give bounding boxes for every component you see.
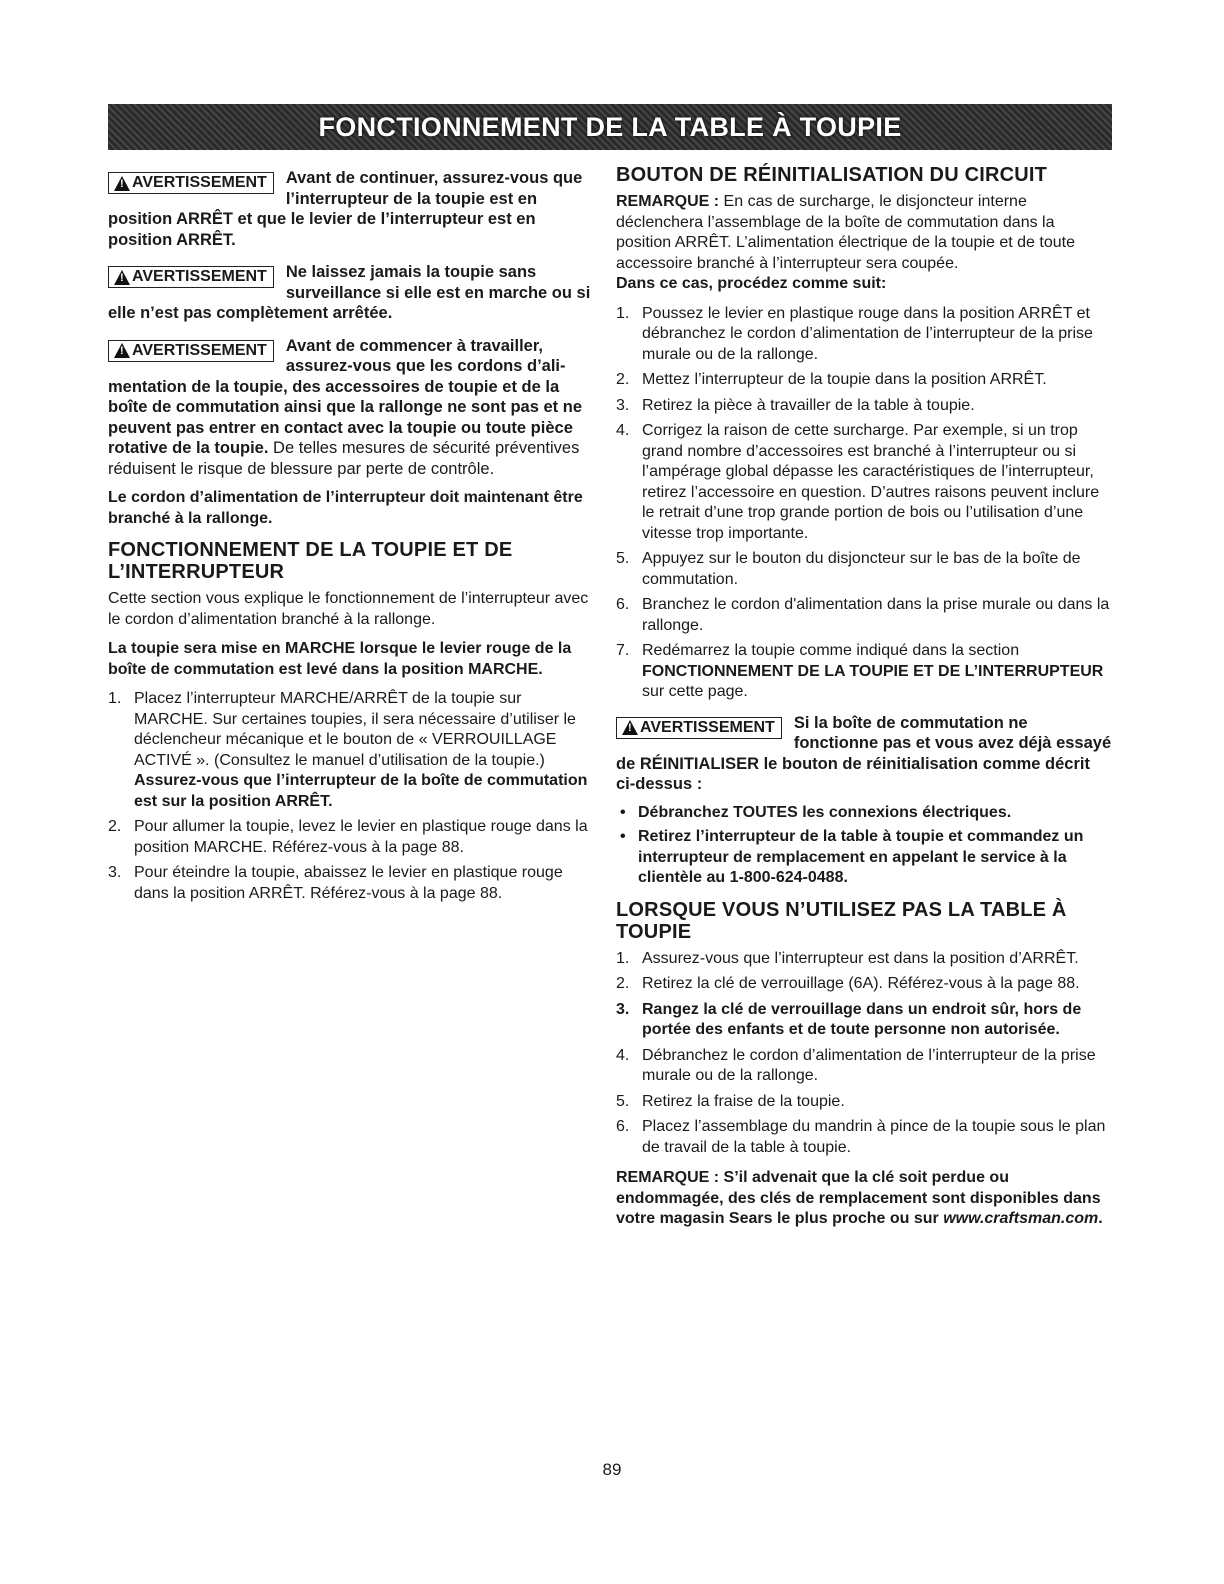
right-column — [616, 164, 1112, 1239]
warning-badge: ! AVERTISSEMENT — [616, 717, 782, 739]
list-item: 5. Retirez la fraise de la toupie. — [616, 1092, 845, 1110]
list-item: 2. Retirez la clé de verrouillage (6A). Référez-vous à la page 88. — [616, 975, 1080, 992]
warning-text: Si la boîte de commutation ne fonctionne pas et vous avez déjà essayé de RÉINITIALISER le bouton de réinitialisation comme décrit ci-dessus : — [616, 713, 1112, 793]
warning-block-2 — [108, 262, 594, 324]
list-item: 4. Corrigez la raison de cette surcharge. Par exemple, si un trop grand nombre d’accessoires est branché à l’interrupteur ou si l’ampérage global dépasse les caractéristiques de l’interrupteur, retirez l’accessoire en question. D’autres raisons peuvent inclure le retrait d’une trop grande portion de bois ou l’utilisation d’une vitesse trop importante. — [616, 422, 1100, 542]
remark: REMARQUE : En cas de surcharge, le disjoncteur interne déclenchera l’assemblage de la boîte de commutation dans la position ARRÊT. L’alimentation électrique de la toupie et de toute accessoire branché à l’interrupteur sera coupée. — [616, 193, 1075, 272]
banner-title: FONCTIONNEMENT DE LA TABLE À TOUPIE — [318, 111, 902, 142]
list-item: 2. Pour allumer la toupie, levez le levier en plastique rouge dans la position MARCHE. Référez-vous à la page 88. — [108, 818, 588, 856]
section-banner — [108, 104, 1112, 150]
list-item: 1. Placez l’interrupteur MARCHE/ARRÊT de la toupie sur MARCHE. Sur certaines toupies, il sera nécessaire d’utiliser le déclencheur mécanique et le bouton de « VERROUILLAGE ACTIVÉ ». (Consultez le manuel d’utilisation de la toupie.) Assurez-vous que l’interrupteur de la boîte de commutation est sur la position ARRÊT. — [108, 690, 588, 810]
list-item: 2. Mettez l’interrupteur de la toupie dans la position ARRÊT. — [616, 371, 1047, 388]
list-item: 1. Assurez-vous que l’interrupteur est dans la position d’ARRÊT. — [616, 949, 1079, 967]
bold-note: La toupie sera mise en MARCHE lorsque le levier rouge de la boîte de commutation est levé dans la position MARCHE. — [108, 640, 572, 678]
section-intro: Cette section vous explique le fonctionnement de l’interrupteur avec le cordon d’alimentation branché à la rallonge. — [108, 590, 589, 628]
warning-text-continued: De telles mesures de sécurité préventives réduisent le risque de blessure par perte de contrôle. — [108, 439, 580, 478]
list-item: 3. Pour éteindre la toupie, abaissez le levier en plastique rouge dans la position ARRÊT. Référez-vous à la page 88. — [108, 864, 563, 902]
warning-badge: ! AVERTISSEMENT — [108, 172, 274, 194]
warning-triangle-icon — [114, 270, 130, 285]
list-item: 7. Redémarrez la toupie comme indiqué dans la section FONCTIONNEMENT DE LA TOUPIE ET DE L’INTERRUPTEUR sur cette page. — [616, 642, 1104, 700]
warning-badge: ! AVERTISSEMENT — [108, 266, 274, 288]
procedure-label: Dans ce cas, procédez comme suit: — [616, 275, 887, 292]
list-item: 6. Placez l’assemblage du mandrin à pince de la toupie sous le plan de travail de la table à toupie. — [616, 1118, 1106, 1156]
warning-text: Avant de continuer, assurez-vous que l’interrupteur de la toupie est en position ARRÊT et que le levier de l’interrupteur est en position ARRÊT. — [108, 169, 583, 249]
warning-block-1 — [108, 168, 594, 250]
list-item: 6. Branchez le cordon d'alimentation dans la prise murale ou dans la rallonge. — [616, 596, 1110, 634]
list-item: 3. Retirez la pièce à travailler de la table à toupie. — [616, 396, 975, 414]
warning-text: Ne laissez jamais la toupie sans surveillance si elle est en marche ou si elle n’est pas complètement arrêtée. — [108, 263, 591, 322]
left-column — [108, 168, 594, 914]
section-heading-not-in-use: LORSQUE VOUS N’UTILISEZ PAS LA TABLE À TOUPIE — [616, 898, 1067, 943]
list-item: 1. Poussez le levier en plastique rouge dans la position ARRÊT et débranchez le cordon d’alimentation de l’interrupteur de la prise murale ou de la rallonge. — [616, 304, 1093, 363]
warning-block-3 — [108, 336, 594, 480]
storage-steps — [616, 949, 1112, 1159]
list-item: 5. Appuyez sur le bouton du disjoncteur sur le bas de la boîte de commutation. — [616, 550, 1081, 588]
warning-text: Avant de commencer à travailler, assurez-vous que les cordons d’alimentation de la toupie, des accessoires de toupie et de la boîte de commutation ainsi que la rallonge ne sont pas et ne peuvent pas entrer en contact avec la toupie ou toute pièce rotative de la toupie. — [108, 336, 582, 457]
section-heading-switch: FONCTIONNEMENT DE LA TOUPIE ET DE L’INTERRUPTEUR — [108, 539, 513, 583]
craftsman-link[interactable]: www.craftsman.com — [943, 1210, 1099, 1227]
warning-triangle-icon — [114, 176, 130, 191]
warning-bullets — [616, 803, 1112, 889]
list-item: • Retirez l’interrupteur de la table à toupie et commandez un interrupteur de remplacement en appelant le service à la clientèle au 1-800-624-0488. — [616, 827, 1112, 889]
list-item: 4. Débranchez le cordon d’alimentation de l’interrupteur de la prise murale ou de la rallonge. — [616, 1046, 1096, 1084]
warning-triangle-icon — [114, 343, 130, 358]
list-item: • Débranchez TOUTES les connexions électriques. — [616, 803, 1112, 824]
reset-steps — [616, 304, 1112, 703]
page-number: 89 — [602, 1460, 622, 1479]
final-remark: REMARQUE : S’il advenait que la clé soit perdue ou endommagée, des clés de remplacement sont disponibles dans votre magasin Sears le plus proche ou sur www.craftsman.com. — [616, 1169, 1103, 1227]
switch-steps — [108, 689, 594, 904]
warning-badge: ! AVERTISSEMENT — [108, 340, 274, 362]
warning-triangle-icon — [622, 720, 638, 735]
section-heading-reset: BOUTON DE RÉINITIALISATION DU CIRCUIT — [616, 164, 1048, 186]
warning-block-4 — [616, 713, 1112, 795]
list-item: 3. Rangez la clé de verrouillage dans un endroit sûr, hors de portée des enfants et de toute personne non autorisée. — [616, 1000, 1082, 1038]
cord-note: Le cordon d’alimentation de l’interrupteur doit maintenant être branché à la rallonge. — [108, 489, 583, 527]
